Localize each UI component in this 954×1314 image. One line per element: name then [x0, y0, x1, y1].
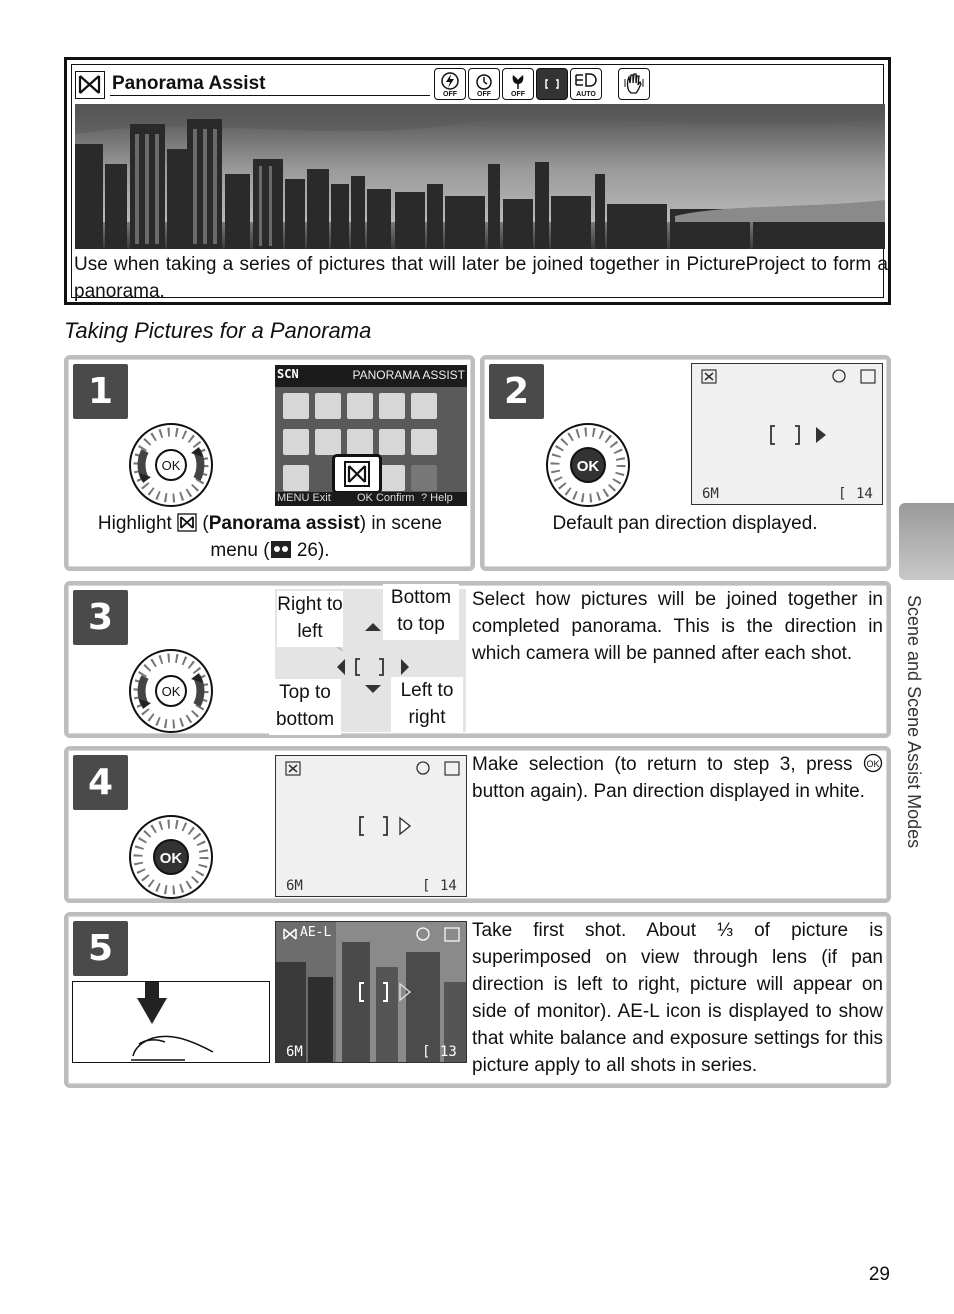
ok-button-icon: [863, 753, 883, 773]
multi-selector-dial: [127, 813, 215, 901]
camera-monitor-ael: AE-L 6M [ 13: [275, 921, 467, 1063]
panorama-mode-icon: [177, 513, 197, 532]
scene-item[interactable]: [379, 393, 405, 419]
menu-confirm-label: OK Confirm: [357, 492, 415, 504]
mode-description: Use when taking a series of pictures that will later be joined together in PictureProject to form a panorama.: [74, 254, 888, 302]
exposure-compensation-icon: AUTO: [570, 68, 602, 100]
flash-icon: OFF: [434, 68, 466, 100]
multi-selector-dial: [127, 647, 215, 735]
scene-item[interactable]: [347, 429, 373, 455]
svg-text:OK: OK: [866, 759, 880, 769]
svg-text:OK: OK: [161, 684, 181, 699]
exposure-count: 13: [440, 1044, 457, 1060]
scene-item[interactable]: [315, 393, 341, 419]
image-size-indicator: 6M: [286, 878, 303, 894]
scene-item[interactable]: [379, 429, 405, 455]
menu-header: [275, 365, 467, 387]
chapter-tab: [899, 503, 954, 580]
left-to-right-label: Left to right: [391, 677, 463, 733]
page-title: Panorama Assist: [112, 73, 266, 94]
scene-item[interactable]: [315, 429, 341, 455]
step-number: 1: [73, 364, 128, 419]
page-number: 29: [868, 1264, 890, 1285]
menu-help-label: ? Help: [421, 492, 453, 504]
shutter-press-illustration: [72, 981, 270, 1063]
setting-flags: [434, 68, 650, 100]
step-4-text: Make selection (to return to step 3, press OK button again). Pan direction displayed in white.: [472, 751, 883, 805]
panorama-assist-box: [64, 57, 891, 305]
image-size-indicator: 6M: [286, 1044, 303, 1060]
step-number: 4: [73, 755, 128, 810]
svg-text:OK: OK: [576, 458, 600, 475]
right-to-left-label: Right to left: [277, 591, 343, 647]
panorama-assist-inner: [71, 64, 888, 302]
scene-item[interactable]: [347, 393, 373, 419]
title-underline: [110, 95, 430, 96]
step-5-text: Take first shot. About ⅓ of picture is superimposed on view through lens (if pan direction is left to right, picture will appear on side of monitor). AE-L icon is displayed to show that white balance and exposure settings for this picture apply to all shots in series.: [472, 920, 883, 1076]
menu-footer: [275, 492, 467, 506]
scn-label: SCN: [277, 367, 299, 381]
step-number: 5: [73, 921, 128, 976]
svg-text:OK: OK: [161, 458, 181, 473]
exposure-count: 14: [440, 878, 457, 894]
multi-selector-dial: [544, 421, 632, 509]
scene-item[interactable]: [283, 465, 309, 491]
camera-monitor: 6M [ 14: [691, 363, 883, 505]
scene-item[interactable]: [283, 393, 309, 419]
scene-item[interactable]: [411, 393, 437, 419]
scene-item[interactable]: [283, 429, 309, 455]
step-number: 2: [489, 364, 544, 419]
pan-direction-diagram: [275, 589, 466, 732]
camera-monitor: 6M [ 14: [275, 755, 467, 897]
step-3-text: Select how pictures will be joined together in completed panorama. This is the direction in which camera will be panned after each shot.: [472, 589, 883, 664]
menu-title: PANORAMA ASSIST: [352, 368, 465, 382]
scene-item[interactable]: [411, 465, 437, 491]
page-reference-icon: [270, 540, 292, 559]
ae-lock-indicator: AE-L: [300, 925, 332, 940]
step-1-caption: Highlight (Panorama assist) in scene menu ( 26).: [97, 513, 443, 561]
self-timer-icon: OFF: [468, 68, 500, 100]
panorama-mode-icon: [75, 71, 105, 99]
multi-selector-dial: [127, 421, 215, 509]
panorama-assist-menu-item[interactable]: [332, 454, 382, 494]
macro-icon: OFF: [502, 68, 534, 100]
focus-area-icon: [536, 68, 568, 100]
scene-menu-screen: [275, 365, 467, 506]
top-to-bottom-label: Top to bottom: [269, 679, 341, 735]
section-title: Taking Pictures for a Panorama: [64, 318, 372, 343]
title-bar: [72, 65, 883, 103]
image-size-indicator: 6M: [702, 486, 719, 502]
panorama-photo: [75, 104, 885, 249]
step-2-caption: Default pan direction displayed.: [552, 513, 818, 534]
exposure-count: 14: [856, 486, 873, 502]
scene-item[interactable]: [411, 429, 437, 455]
menu-exit-label: MENU Exit: [277, 492, 331, 504]
scene-item[interactable]: [379, 465, 405, 491]
svg-text:OK: OK: [159, 850, 183, 867]
vibration-hand-icon: [618, 68, 650, 100]
chapter-title: Scene and Scene Assist Modes: [904, 595, 924, 849]
step-number: 3: [73, 590, 128, 645]
bottom-to-top-label: Bottom to top: [383, 584, 459, 640]
